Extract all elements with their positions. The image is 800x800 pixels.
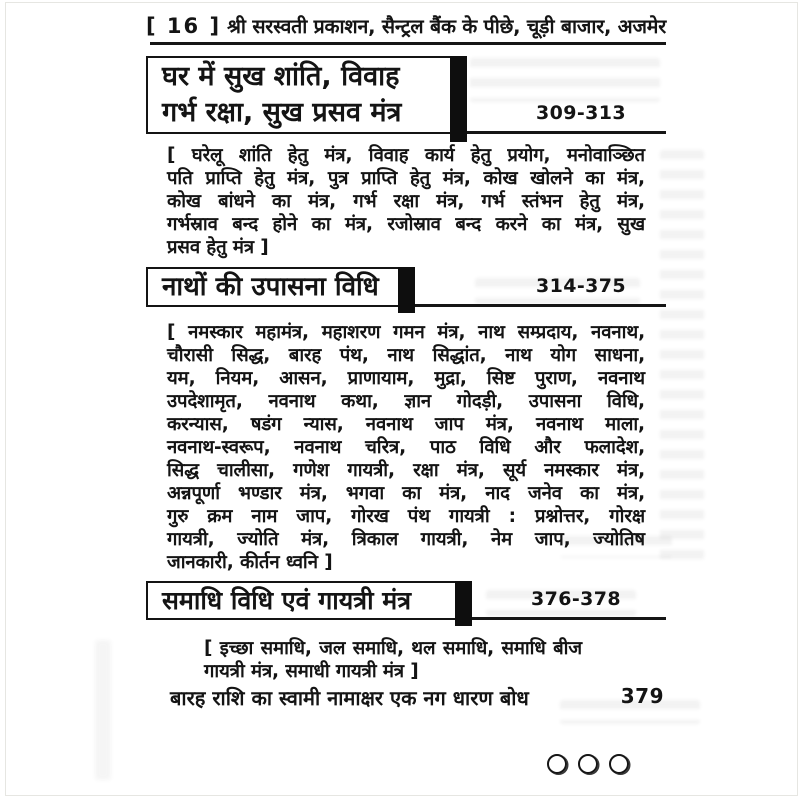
description-line: पति प्राप्ति हेतु मंत्र, पुत्र प्राप्ति हेतु मंत्र, कोख खोलने का मंत्र,	[167, 168, 645, 189]
description-line: गायत्री मंत्र, समाधी गायत्री मंत्र ]	[204, 661, 419, 682]
toc-entry-1-description	[167, 144, 645, 259]
page-dots	[547, 754, 629, 774]
toc-entry-3-description	[204, 637, 582, 683]
title-box-accent-bar	[398, 267, 415, 313]
toc-entry-3-heading-row	[146, 581, 666, 628]
toc-entry-1-title-line-1: घर में सुख शांति, विवाह	[162, 61, 400, 92]
toc-footer-entry-page: 379	[620, 684, 664, 708]
toc-entry-2-page-range: 314-375	[535, 275, 626, 297]
description-line: प्रसव हेतु मंत्र ]	[167, 237, 269, 258]
description-line: गायत्री, ज्योति मंत्र, त्रिकाल गायत्री, नेम जाप, ज्योतिष	[167, 529, 645, 550]
description-line: अन्नपूर्णा भण्डार मंत्र, भगवा का मंत्र, नाद जनेव का मंत्र,	[167, 483, 645, 504]
ink-bleed-artifact	[660, 150, 704, 560]
toc-entry-1-rule	[467, 131, 666, 134]
toc-entry-2-description	[167, 321, 645, 574]
toc-entry-3-rule	[472, 617, 666, 620]
description-line: गुरु क्रम नाम जाप, गोरख पंथ गायत्री : प्रश्नोत्तर, गोरक्ष	[167, 506, 645, 527]
description-line: [ नमस्कार महामंत्र, महाशरण गमन मंत्र, नाथ सम्प्रदाय, नवनाथ,	[167, 322, 645, 343]
description-line: [ घरेलू शांति हेतु मंत्र, विवाह कार्य हेतु प्रयोग, मनोवाञ्छित	[167, 145, 645, 166]
toc-entry-2-title-line-1: नाथों की उपासना विधि	[162, 272, 379, 302]
toc-entry-2-title-box	[146, 267, 415, 307]
description-line: उपदेशामृत, नवनाथ कथा, ज्ञान गोदड़ी, उपासना विधि,	[167, 391, 645, 412]
description-line: गर्भस्राव बन्द होने का मंत्र, रजोस्राव बन्द करने का मंत्र, सुख	[167, 214, 645, 235]
title-box-accent-bar	[455, 581, 472, 626]
description-line: चौरासी सिद्ध, बारह पंथ, नाथ सिद्धांत, नाथ योग साधना,	[167, 345, 645, 366]
circle-icon	[547, 754, 567, 774]
circle-icon	[609, 754, 629, 774]
toc-entry-1-title-line-2: गर्भ रक्षा, सुख प्रसव मंत्र	[162, 97, 402, 128]
toc-footer-entry-title: बारह राशि का स्वामी नामाक्षर एक नग धारण बोध	[170, 686, 529, 710]
toc-entry-1-heading-row	[146, 56, 666, 142]
toc-entry-3-title-line-1: समाधि विधि एवं गायत्री मंत्र	[162, 586, 412, 615]
header-rule	[150, 42, 666, 45]
description-line: यम, नियम, आसन, प्राणायाम, मुद्रा, सिष्ट पुराण, नवनाथ	[167, 368, 645, 389]
toc-entry-3-page-range: 376-378	[530, 588, 621, 610]
publisher-header: श्री सरस्वती प्रकाशन, सैन्ट्रल बैंक के पीछे, चूड़ी बाजार, अजमेर	[227, 15, 666, 38]
toc-entry-2-rule	[415, 304, 666, 307]
circle-icon	[578, 754, 598, 774]
toc-entry-1-page-range: 309-313	[535, 102, 626, 124]
description-line: करन्यास, षडंग न्यास, नवनाथ जाप मंत्र, नवनाथ माला,	[167, 414, 645, 435]
description-line: नवनाथ-स्वरूप, नवनाथ चरित्र, पाठ विधि और फलादेश,	[167, 437, 645, 458]
description-line: जानकारी, कीर्तन ध्वनि ]	[167, 552, 333, 573]
toc-footer-entry	[146, 684, 666, 712]
toc-entry-1-title-box	[146, 56, 467, 134]
title-box-accent-bar	[450, 56, 467, 142]
description-line: कोख बांधने का मंत्र, गर्भ रक्षा मंत्र, गर्भ स्तंभन हेतु मंत्र,	[167, 191, 645, 212]
ink-bleed-artifact	[95, 640, 111, 780]
toc-entry-2-heading-row	[146, 267, 666, 315]
description-line: सिद्ध चालीसा, गणेश गायत्री, रक्षा मंत्र, सूर्य नमस्कार मंत्र,	[167, 460, 645, 481]
description-line: [ इच्छा समाधि, जल समाधि, थल समाधि, समाधि बीज	[204, 638, 582, 659]
page-number: [ 16 ]	[146, 14, 222, 38]
toc-entry-3-title-box	[146, 581, 472, 620]
